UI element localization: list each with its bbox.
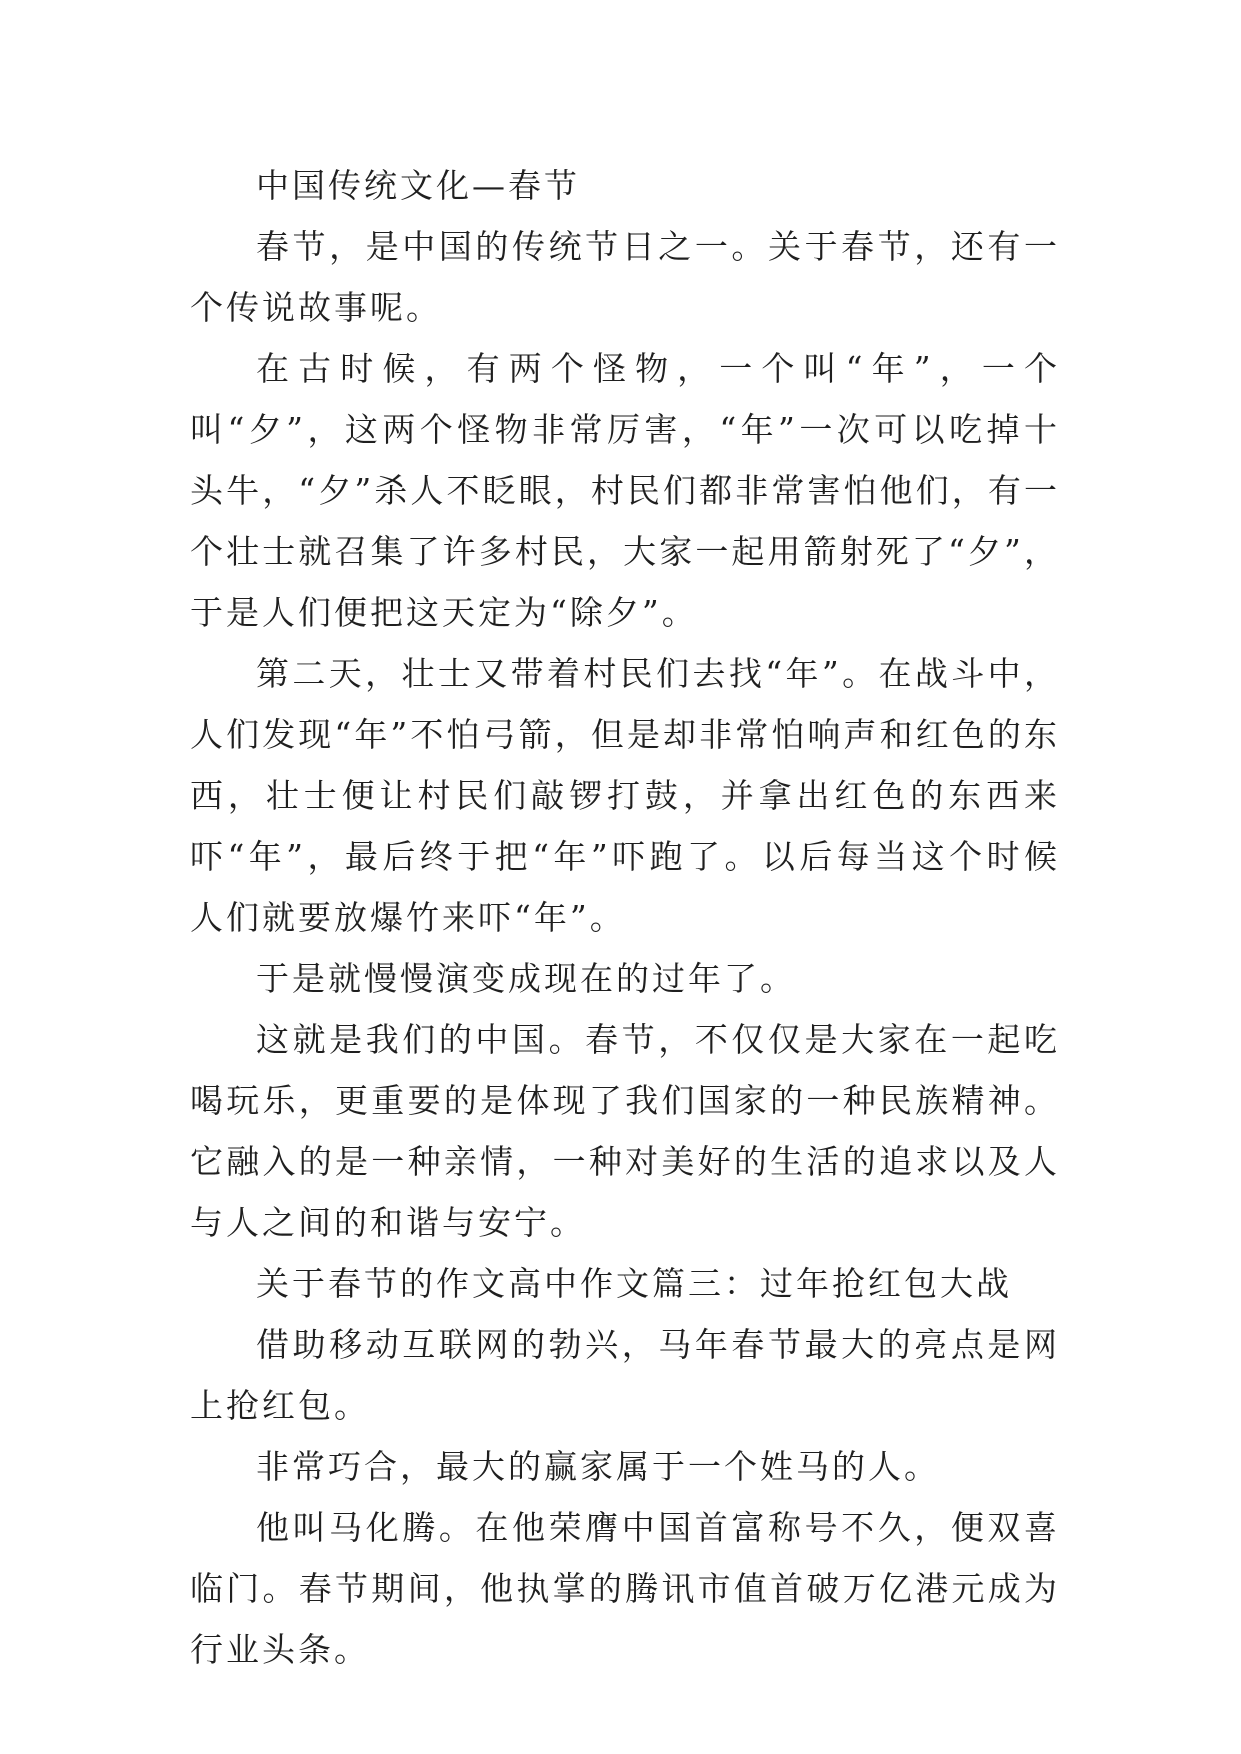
paragraph: 于是就慢慢演变成现在的过年了。 [256, 959, 796, 998]
paragraph: 非常巧合，最大的赢家属于一个姓马的人。 [256, 1447, 940, 1486]
paragraph: 借助移动互联网的勃兴，马年春节最大的亮点是网上抢红包。 [190, 1325, 1060, 1425]
paragraph-title: 中国传统文化—春节 [256, 166, 580, 205]
document-body [190, 155, 1060, 1680]
section-heading: 关于春节的作文高中作文篇三：过年抢红包大战 [256, 1264, 1012, 1303]
paragraph: 第二天，壮士又带着村民们去找“年”。在战斗中，人们发现“年”不怕弓箭，但是却非常怕响声和红色的东西，壮士便让村民们敲锣打鼓，并拿出红色的东西来吓“年”，最后终于把“年”吓跑了。以后每当这个时候人们就要放爆竹来吓“年”。 [190, 654, 1060, 937]
paragraph: 春节，是中国的传统节日之一。关于春节，还有一个传说故事呢。 [190, 227, 1060, 327]
paragraph: 这就是我们的中国。春节，不仅仅是大家在一起吃喝玩乐，更重要的是体现了我们国家的一种民族精神。它融入的是一种亲情，一种对美好的生活的追求以及人与人之间的和谐与安宁。 [190, 1020, 1060, 1242]
paragraph: 在古时候，有两个怪物，一个叫“年”，一个叫“夕”，这两个怪物非常厉害，“年”一次可以吃掉十头牛，“夕”杀人不眨眼，村民们都非常害怕他们，有一个壮士就召集了许多村民，大家一起用箭射死了“夕”，于是人们便把这天定为“除夕”。 [190, 349, 1060, 632]
paragraph: 他叫马化腾。在他荣膺中国首富称号不久，便双喜临门。春节期间，他执掌的腾讯市值首破万亿港元成为行业头条。 [190, 1508, 1060, 1669]
